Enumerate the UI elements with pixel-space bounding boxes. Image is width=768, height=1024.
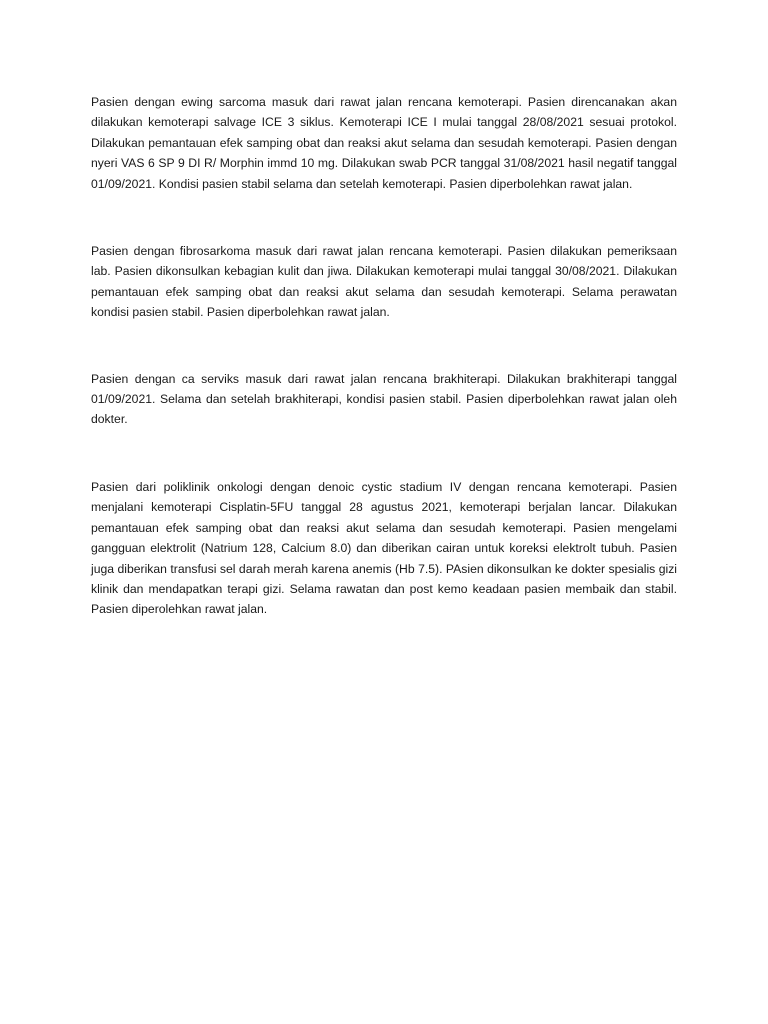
paragraph-adenoid-cystic: Pasien dari poliklinik onkologi dengan denoic cystic stadium IV dengan rencana kemoterapi. Pasien menjalani kemoterapi Cisplatin-5FU tanggal 28 agustus 2021, kemoterapi berjalan lancar. Dilakukan pemantauan efek samping obat dan reaksi akut selama dan sesudah kemoterapi. Pasien mengelami gangguan elektrolit (Natrium 128, Calcium 8.0) dan diberikan cairan untuk koreksi elektrolt tubuh. Pasien juga diberikan transfusi sel darah merah karena anemis (Hb 7.5). PAsien dikonsulkan ke dokter spesialis gizi klinik dan mendapatkan terapi gizi. Selama rawatan dan post kemo keadaan pasien membaik dan stabil. Pasien diperolehkan rawat jalan. [91,479,677,617]
paragraph-ewing-sarcoma: Pasien dengan ewing sarcoma masuk dari rawat jalan rencana kemoterapi. Pasien direncanakan akan dilakukan kemoterapi salvage ICE 3 siklus. Kemoterapi ICE I mulai tanggal 28/08/2021 sesuai protokol. Dilakukan pemantauan efek samping obat dan reaksi akut selama dan sesudah kemoterapi. Pasien dengan nyeri VAS 6 SP 9 DI R/ Morphin immd 10 mg. Dilakukan swab PCR tanggal 31/08/2021 hasil negatif tanggal 01/09/2021. Kondisi pasien stabil selama dan setelah kemoterapi. Pasien diperbolehkan rawat jalan. [91,95,677,191]
paragraph-fibrosarkoma: Pasien dengan fibrosarkoma masuk dari rawat jalan rencana kemoterapi. Pasien dilakukan pemeriksaan lab. Pasien dikonsulkan kebagian kulit dan jiwa. Dilakukan kemoterapi mulai tanggal 30/08/2021. Dilakukan pemantauan efek samping obat dan reaksi akut selama dan sesudah kemoterapi. Selama perawatan kondisi pasien stabil. Pasien diperbolehkan rawat jalan. [91,244,677,320]
paragraph-ca-serviks: Pasien dengan ca serviks masuk dari rawat jalan rencana brakhiterapi. Dilakukan brakhiterapi tanggal 01/09/2021. Selama dan setelah brakhiterapi, kondisi pasien stabil. Pasien diperbolehkan rawat jalan oleh dokter. [91,371,677,427]
document-body [91,92,677,620]
